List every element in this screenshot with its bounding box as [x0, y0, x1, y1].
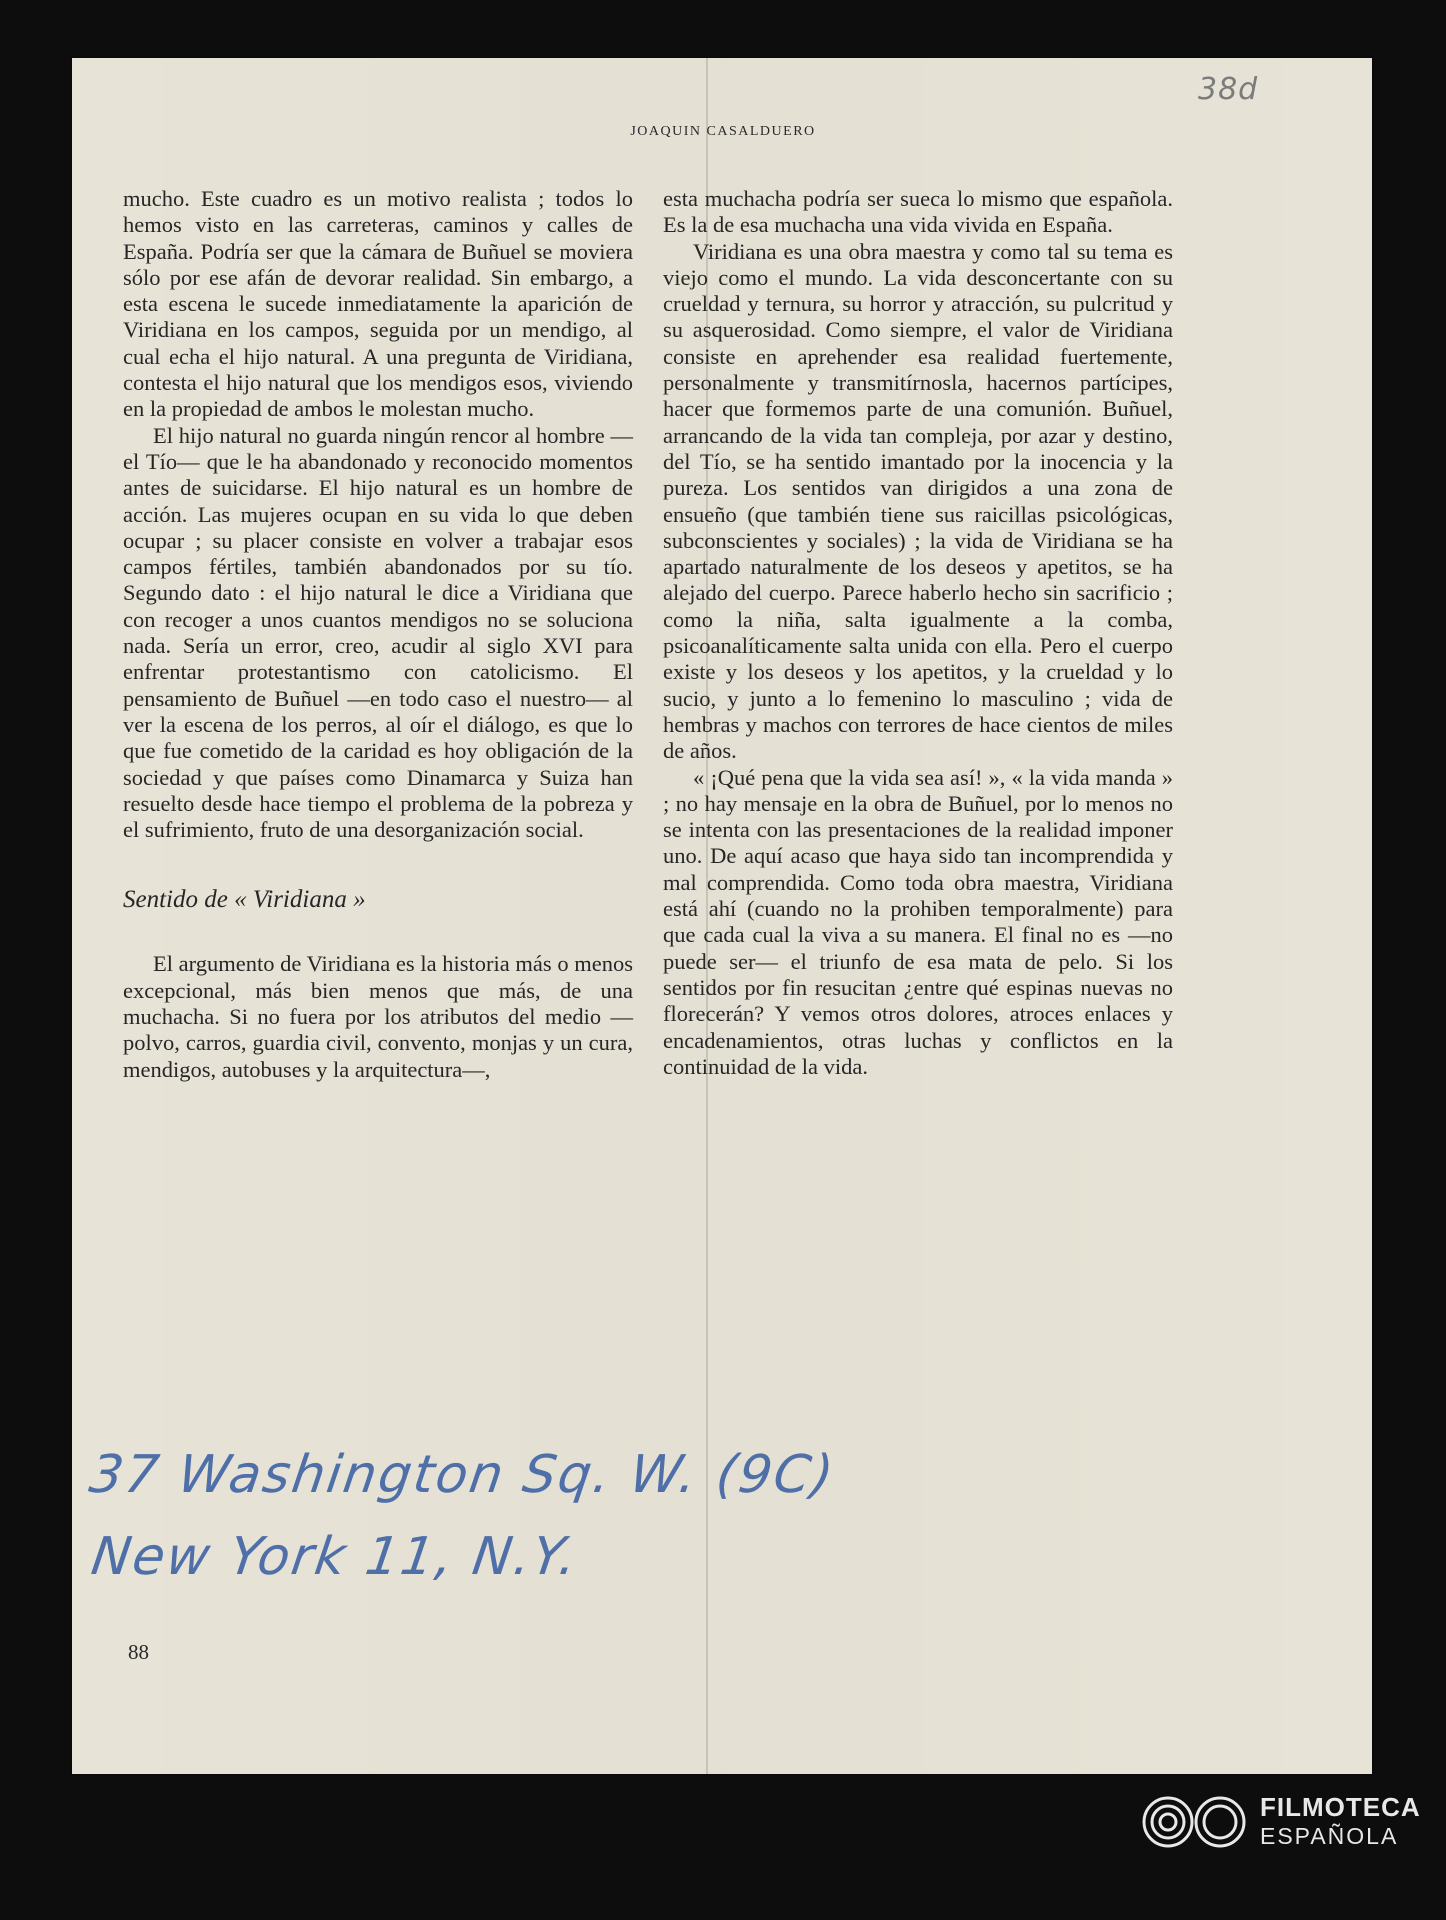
filmoteca-logo [1140, 1784, 1430, 1894]
handwritten-folio-number: 38d [1198, 72, 1259, 107]
handwritten-address-line-1: 37 Washington Sq. W. (9C) [85, 1445, 839, 1505]
logo-subtitle: ESPAÑOLA [1260, 1823, 1399, 1849]
paragraph: El hijo natural no guarda ningún rencor al hombre —el Tío— que le ha abandonado y reconocido momentos antes de suicidarse. El hijo natural es un hombre de acción. Las mujeres ocupan en su vida lo que deben ocupar ; su placer consiste en volver a trabajar esos campos fértiles, también abandonados por su tío. Segundo dato : el hijo natural le dice a Viridiana que con recoger a unos cuantos mendigos no se soluciona nada. Sería un error, creo, acudir al siglo XVI para enfrentar protestantismo con catolicismo. El pensamiento de Buñuel —en todo caso el nuestro— al ver la escena de los perros, al oír el diálogo, es que lo que fue cometido de la caridad es hoy obligación de la sociedad y que países como Dinamarca y Suiza han resuelto desde hace tiempo el problema de la pobreza y el sufrimiento, fruto de una desorganización social. [123, 422, 633, 843]
section-heading: Sentido de « Viridiana » [123, 886, 366, 914]
running-head: JOAQUIN CASALDUERO [630, 124, 816, 139]
spiral-logo-icon [1140, 1792, 1250, 1852]
handwritten-address-line-2: New York 11, N.Y. [87, 1527, 583, 1587]
paragraph: El argumento de Viridiana es la historia más o menos excepcional, más bien menos que más, de una muchacha. Si no fuera por los atributos del medio —polvo, carros, guardia civil, convento, monjas y un cura, mendigos, autobuses y la arquitectura—, [123, 951, 633, 1082]
paragraph: mucho. Este cuadro es un motivo realista ; todos lo hemos visto en las carreteras, caminos y calles de España. Podría ser que la cámara de Buñuel se moviera sólo por ese afán de devorar realidad. Sin embargo, a esta escena le sucede inmediatamente la aparición de Viridiana en los campos, seguida por un mendigo, al cual echa el hijo natural. A una pregunta de Viridiana, contesta el hijo natural que los mendigos esos, viviendo en la propiedad de ambos le molestan mucho. [123, 186, 633, 422]
right-column [663, 186, 1173, 1080]
paragraph: « ¡Qué pena que la vida sea así! », « la vida manda » ; no hay mensaje en la obra de Buñuel, por lo menos no se intenta con las presentaciones de la realidad imponer uno. De aquí acaso que haya sido tan incomprendida y mal comprendida. Como toda obra maestra, Viridiana está ahí (cuando no la prohiben temporalmente) para que cada cual la viva a su manera. El final no es —no puede ser— el triunfo de esa mata de pelo. Si los sentidos por fin resucitan ¿entre qué espinas nuevas no florecerán? Y vemos otros dolores, atroces enlaces y encadenamientos, otras luchas y conflictos en la continuidad de la vida. [663, 764, 1173, 1079]
paragraph: Viridiana es una obra maestra y como tal su tema es viejo como el mundo. La vida desconcertante con su crueldad y ternura, su horror y atracción, su pulcritud y su asquerosidad. Como siempre, el valor de Viridiana consiste en aprehender esa realidad fuertemente, personalmente y transmitírnosla, hacernos partícipes, hacer que formemos parte de una comunión. Buñuel, arrancando de la vida tan compleja, por azar y destino, del Tío, se ha sentido imantado por la inocencia y la pureza. Los sentidos van dirigidos a una zona de ensueño (que también tiene sus raicillas psicológicas, subconscientes y sociales) ; la vida de Viridiana se ha apartado naturalmente de los deseos y apetitos, se ha alejado del cuerpo. Parece haberlo hecho sin sacrificio ; como la niña, salta igualmente a la comba, psicoanalíticamente salta unida con ella. Pero el cuerpo existe y los deseos y los apetitos, y la crueldad y lo sucio, y junto a lo femenino lo masculino ; vida de hembras y machos con terrores de hace cientos de miles de años. [663, 238, 1173, 764]
logo-title: FILMOTECA [1260, 1792, 1421, 1822]
page-number: 88 [128, 1640, 149, 1664]
left-column [123, 186, 633, 1083]
paragraph: esta muchacha podría ser sueca lo mismo que española. Es la de esa muchacha una vida vivida en España. [663, 186, 1173, 238]
